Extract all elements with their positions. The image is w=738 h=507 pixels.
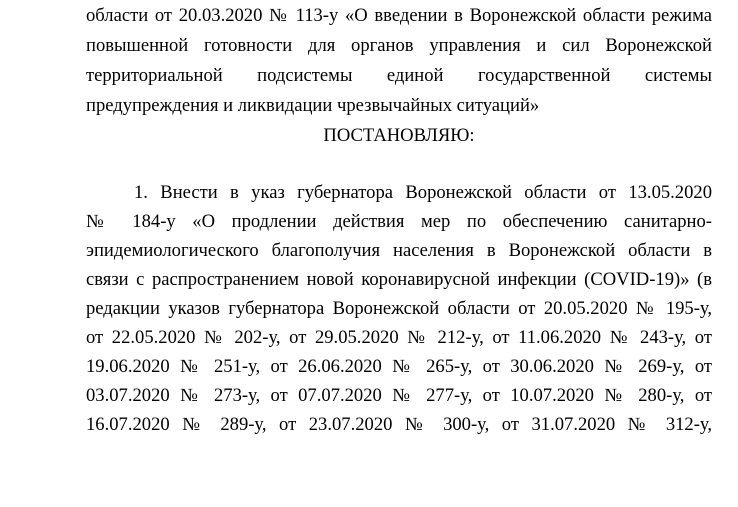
paragraph-1-line-5: редакции указов губернатора Воронежской области от 20.05.2020 № 195-у, (86, 298, 712, 319)
paragraph-1-line-8: 03.07.2020 № 273-у, от 07.07.2020 № 277-у, от 10.07.2020 № 280-у, от (86, 385, 712, 406)
paragraph-1-line-4: связи с распространением новой коронавирусной инфекции (COVID-19)» (в (86, 269, 712, 290)
decree-heading: ПОСТАНОВЛЯЮ: (323, 125, 475, 146)
paragraph-1-line-3: эпидемиологического благополучия населения в Воронежской области в (86, 240, 712, 261)
paragraph-1-line-7: 19.06.2020 № 251-у, от 26.06.2020 № 265-у, от 30.06.2020 № 269-у, от (86, 356, 712, 377)
preamble-line-2: повышенной готовности для органов управления и сил Воронежской (86, 35, 712, 56)
paragraph-1-line-9: 16.07.2020 № 289-у, от 23.07.2020 № 300-у, от 31.07.2020 № 312-у, (86, 414, 712, 435)
preamble-line-3: территориальной подсистемы единой государственной системы (86, 65, 712, 86)
preamble-line-1: области от 20.03.2020 № 113-у «О введении в Воронежской области режима (86, 5, 712, 26)
paragraph-1-line-1: 1. Внести в указ губернатора Воронежской области от 13.05.2020 (134, 182, 712, 203)
preamble-line-4: предупреждения и ликвидации чрезвычайных ситуаций» (86, 95, 540, 116)
paragraph-1-line-6: от 22.05.2020 № 202-у, от 29.05.2020 № 212-у, от 11.06.2020 № 243-у, от (86, 327, 712, 348)
paragraph-1-line-2: № 184-у «О продлении действия мер по обеспечению санитарно- (86, 211, 712, 232)
